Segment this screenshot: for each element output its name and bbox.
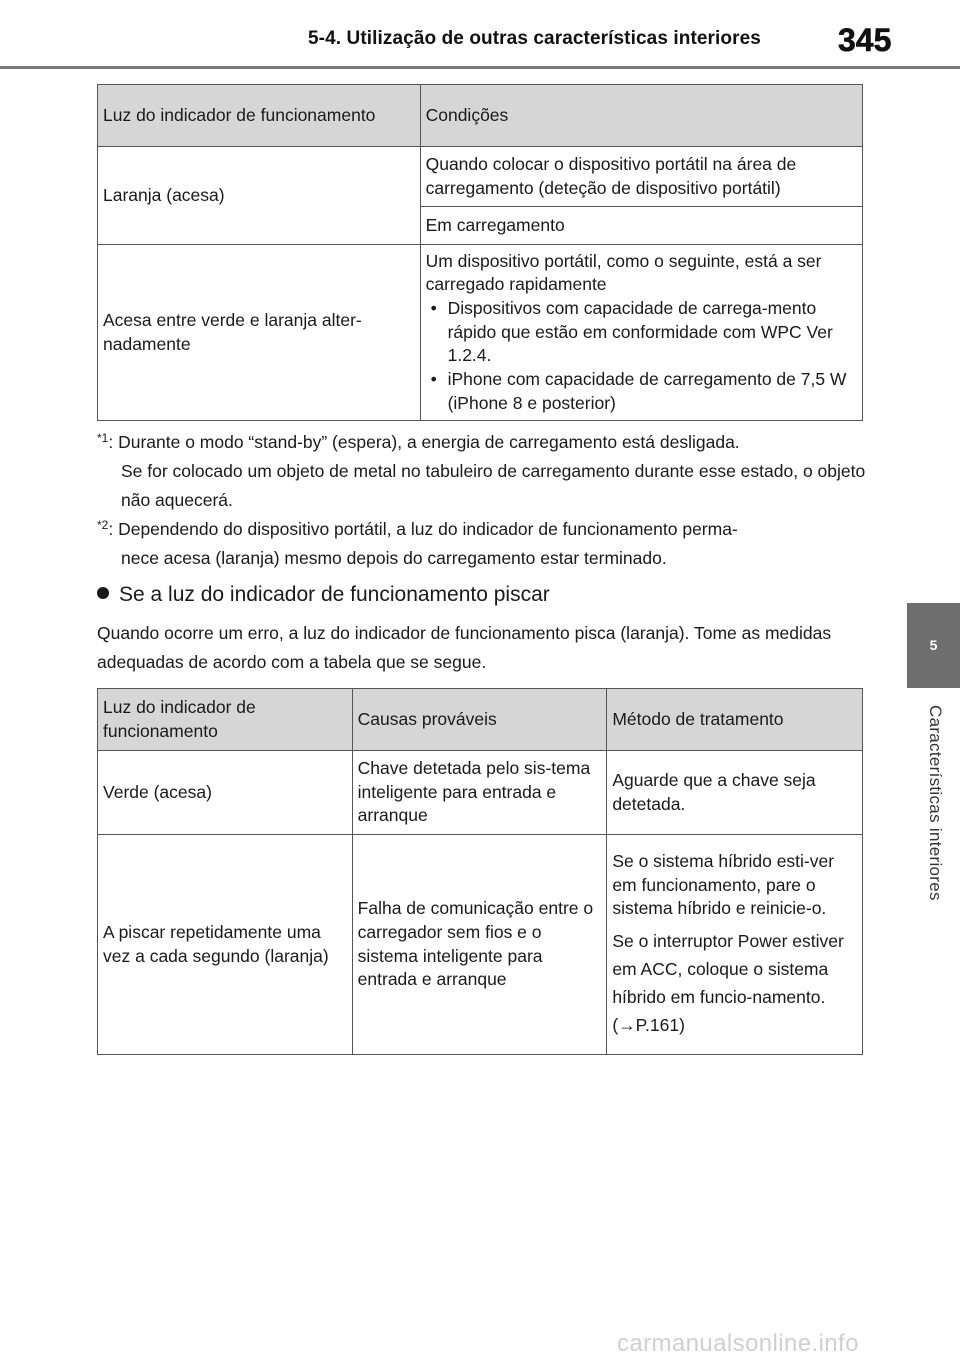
table-header-cell: Luz do indicador de funcionamento: [98, 689, 353, 751]
footnote: [97, 428, 867, 515]
section-title: 5-4. Utilização de outras características interiores: [308, 28, 761, 49]
table-row: [98, 835, 863, 1055]
list-item: • iPhone com capacidade de carregamento de 7,5 W (iPhone 8 e posterior): [426, 368, 857, 415]
table-header-row: [98, 689, 863, 751]
footnote-marker: *2: [97, 518, 109, 532]
indicator-cell: Laranja (acesa): [98, 147, 421, 245]
method-step: Se o sistema híbrido esti-ver em funcionamento, pare o sistema híbrido e reinicie-o.: [612, 851, 835, 919]
indicator-cell: A piscar repetidamente uma vez a cada segundo (laranja): [98, 835, 353, 1055]
table-header-cell: Causas prováveis: [352, 689, 607, 751]
table-row: [98, 245, 863, 421]
watermark: carmanualsonline.info: [617, 1330, 859, 1357]
bullet-icon: [97, 587, 109, 599]
footnote-continuation: Se for colocado um objeto de metal no tabuleiro de carregamento durante esse estado, o objeto não aquecerá.: [121, 461, 866, 510]
error-troubleshooting-table: [97, 688, 863, 1055]
table-row: [98, 147, 863, 207]
indicator-cell: Acesa entre verde e laranja alter-nadamente: [98, 245, 421, 421]
conditions-intro: Um dispositivo portátil, como o seguinte, está a ser carregado rapidamente: [425, 250, 822, 295]
header-divider: [0, 66, 960, 69]
conditions-cell: Em carregamento: [420, 207, 862, 245]
section-heading-text: Se a luz do indicador de funcionamento piscar: [119, 583, 550, 606]
indicator-conditions-table: [97, 84, 863, 421]
chapter-tab: [907, 603, 960, 688]
cause-cell: Falha de comunicação entre o carregador sem fios e o sistema inteligente para entrada e arranque: [352, 835, 607, 1055]
footnote-text: : Durante o modo “stand-by” (espera), a energia de carregamento está desligada.: [108, 432, 740, 452]
footnote: [97, 515, 867, 573]
table-header-cell: Método de tratamento: [607, 689, 863, 751]
method-cell: Aguarde que a chave seja detetada.: [607, 751, 863, 835]
list-item: • Dispositivos com capacidade de carrega-mento rápido que estão em conformidade com WPC Ver 1.2.4.: [426, 297, 857, 368]
chapter-number: 5: [929, 637, 938, 653]
page-number: 345: [838, 22, 892, 58]
conditions-cell: Quando colocar o dispositivo portátil na área de carregamento (deteção de dispositivo portátil): [420, 147, 862, 207]
indicator-cell: Verde (acesa): [98, 751, 353, 835]
conditions-list: [426, 297, 857, 415]
footnote-text: : Dependendo do dispositivo portátil, a luz do indicador de funcionamento perma-: [108, 519, 738, 539]
footnote-continuation: nece acesa (laranja) mesmo depois do carregamento estar terminado.: [121, 548, 667, 568]
footnote-marker: *1: [97, 431, 109, 445]
method-cell: [607, 835, 863, 1055]
method-step: Se o interruptor Power estiver em ACC, coloque o sistema híbrido em funcio-namento. (→P.161): [612, 930, 844, 1035]
chapter-label: Características interiores: [926, 705, 945, 901]
table-row: [98, 751, 863, 835]
conditions-cell: [420, 245, 862, 421]
table-header-cell: Condições: [420, 85, 862, 147]
section-heading: [97, 583, 550, 607]
section-paragraph: Quando ocorre um erro, a luz do indicador de funcionamento pisca (laranja). Tome as medidas adequadas de acordo com a tabela que se segue.: [97, 623, 832, 672]
cause-cell: Chave detetada pelo sis-tema inteligente para entrada e arranque: [352, 751, 607, 835]
table-header-cell: Luz do indicador de funcionamento: [98, 85, 421, 147]
table-header-row: [98, 85, 863, 147]
